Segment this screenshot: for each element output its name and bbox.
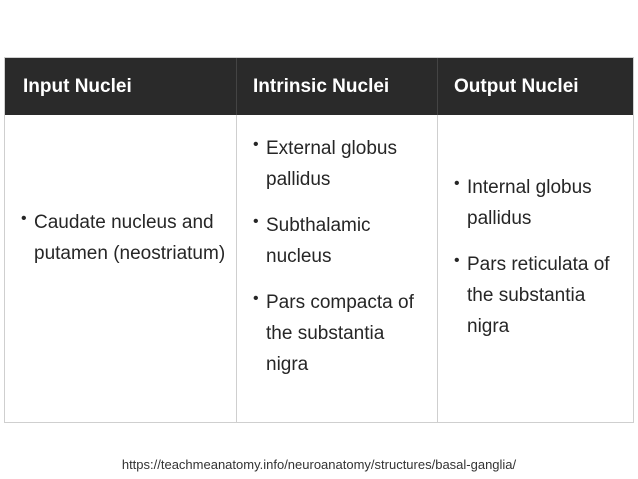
list-item-text: Pars reticulata of the substantia nigra	[467, 254, 610, 337]
list-item	[253, 210, 431, 272]
list-item	[454, 172, 630, 234]
bullet-icon: •	[253, 213, 259, 230]
list-item-text: Subthalamic nucleus	[266, 215, 371, 267]
list-item-text: Caudate nucleus and putamen (neostriatum)	[34, 212, 226, 264]
list-item	[253, 287, 431, 380]
list-item	[454, 249, 630, 342]
basal-ganglia-nuclei-table	[4, 57, 634, 423]
source-url-caption: https://teachmeanatomy.info/neuroanatomy/structures/basal-ganglia/	[121, 457, 517, 472]
intrinsic-nuclei-list	[253, 133, 431, 380]
column-header-input-nuclei: Input Nuclei	[23, 76, 132, 97]
list-item-text: Internal globus pallidus	[467, 177, 592, 229]
bullet-icon: •	[454, 175, 460, 192]
column-divider	[437, 115, 438, 422]
column-divider-header	[437, 58, 438, 115]
column-header-output-nuclei: Output Nuclei	[454, 76, 579, 97]
list-item-text: External globus pallidus	[266, 138, 397, 190]
input-nuclei-list	[21, 207, 226, 269]
column-header-intrinsic-nuclei: Intrinsic Nuclei	[253, 76, 390, 97]
list-item	[253, 133, 431, 195]
bullet-icon: •	[21, 210, 27, 227]
bullet-icon: •	[454, 252, 460, 269]
table-header-row	[5, 58, 633, 115]
list-item-text: Pars compacta of the substantia nigra	[266, 292, 414, 375]
list-item	[21, 207, 226, 269]
column-divider	[236, 115, 237, 422]
bullet-icon: •	[253, 136, 259, 153]
column-divider-header	[236, 58, 237, 115]
output-nuclei-list	[454, 172, 630, 342]
bullet-icon: •	[253, 290, 259, 307]
